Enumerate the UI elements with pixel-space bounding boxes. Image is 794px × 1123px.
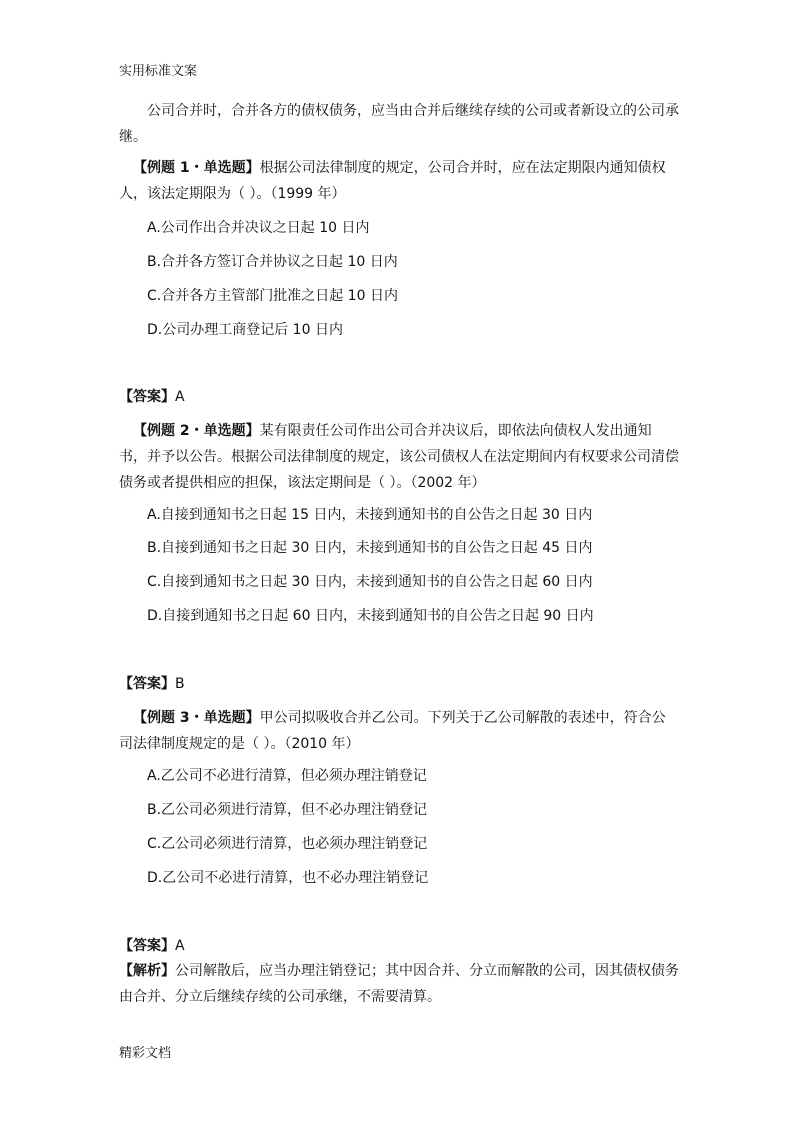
question-2-option-b: B.自接到通知书之日起 30 日内，未接到通知书的自公告之日起 45 日内 [147,540,593,556]
question-1-answer-value: A [175,389,185,405]
question-1-answer [119,387,185,407]
question-3-option-a: A.乙公司不必进行清算，但必须办理注销登记 [147,768,427,784]
question-1-option-d: D.公司办理工商登记后 10 日内 [147,322,343,338]
question-3-answer-value: A [175,938,185,954]
question-2-tag: 【例题 2・单选题】 [133,423,260,439]
page-header: 实用标准文案 [119,64,198,79]
question-2-option-c: C.自接到通知书之日起 30 日内，未接到通知书的自公告之日起 60 日内 [147,574,593,590]
question-3-option-b: B.乙公司必须进行清算，但不必办理注销登记 [147,802,428,818]
question-3-answer-label: 【答案】 [119,938,175,954]
question-3-text: 甲公司拟吸收合并乙公司。下列关于乙公司解散的表述中，符合公司法律制度规定的是（ ）。（2010 年） [119,710,666,752]
question-2-answer [119,674,185,694]
question-3-option-c: C.乙公司必须进行清算，也必须办理注销登记 [147,836,428,852]
question-1-option-c: C.合并各方主管部门批准之日起 10 日内 [147,288,398,304]
question-3-option-d: D.乙公司不必进行清算，也不必办理注销登记 [147,870,429,886]
question-2-text: 某有限责任公司作出公司合并决议后，即依法向债权人发出通知书，并予以公告。根据公司法律制度的规定，该公司债权人在法定期间内有权要求公司清偿债务或者提供相应的担保，该法定期间是（ ）。（2002 年） [119,423,679,491]
intro-text: 公司合并时，合并各方的债权债务，应当由合并后继续存续的公司或者新设立的公司承继。 [119,103,679,145]
question-3-stem [119,705,679,757]
intro-paragraph [119,98,679,150]
question-3-answer [119,936,185,956]
question-2-answer-label: 【答案】 [119,676,175,692]
question-1-tag: 【例题 1・单选题】 [133,160,260,176]
question-1-answer-label: 【答案】 [119,389,175,405]
page-footer: 精彩文档 [119,1046,172,1061]
question-3-analysis-label: 【解析】 [119,963,175,979]
question-3-tag: 【例题 3・单选题】 [133,710,260,726]
question-3-analysis [119,958,679,1010]
question-2-answer-value: B [175,676,185,692]
question-1-option-b: B.合并各方签订合并协议之日起 10 日内 [147,254,398,270]
question-1-stem [119,155,679,207]
question-3-analysis-text: 公司解散后，应当办理注销登记；其中因合并、分立而解散的公司，因其债权债务由合并、分立后继续存续的公司承继，不需要清算。 [119,963,679,1005]
question-1-text: 根据公司法律制度的规定，公司合并时，应在法定期限内通知债权人，该法定期限为（ ）。（1999 年） [119,160,666,202]
question-2-option-d: D.自接到通知书之日起 60 日内，未接到通知书的自公告之日起 90 日内 [147,608,594,624]
question-1-option-a: A.公司作出合并决议之日起 10 日内 [147,220,370,236]
question-2-stem [119,418,679,496]
question-2-option-a: A.自接到通知书之日起 15 日内，未接到通知书的自公告之日起 30 日内 [147,507,593,523]
